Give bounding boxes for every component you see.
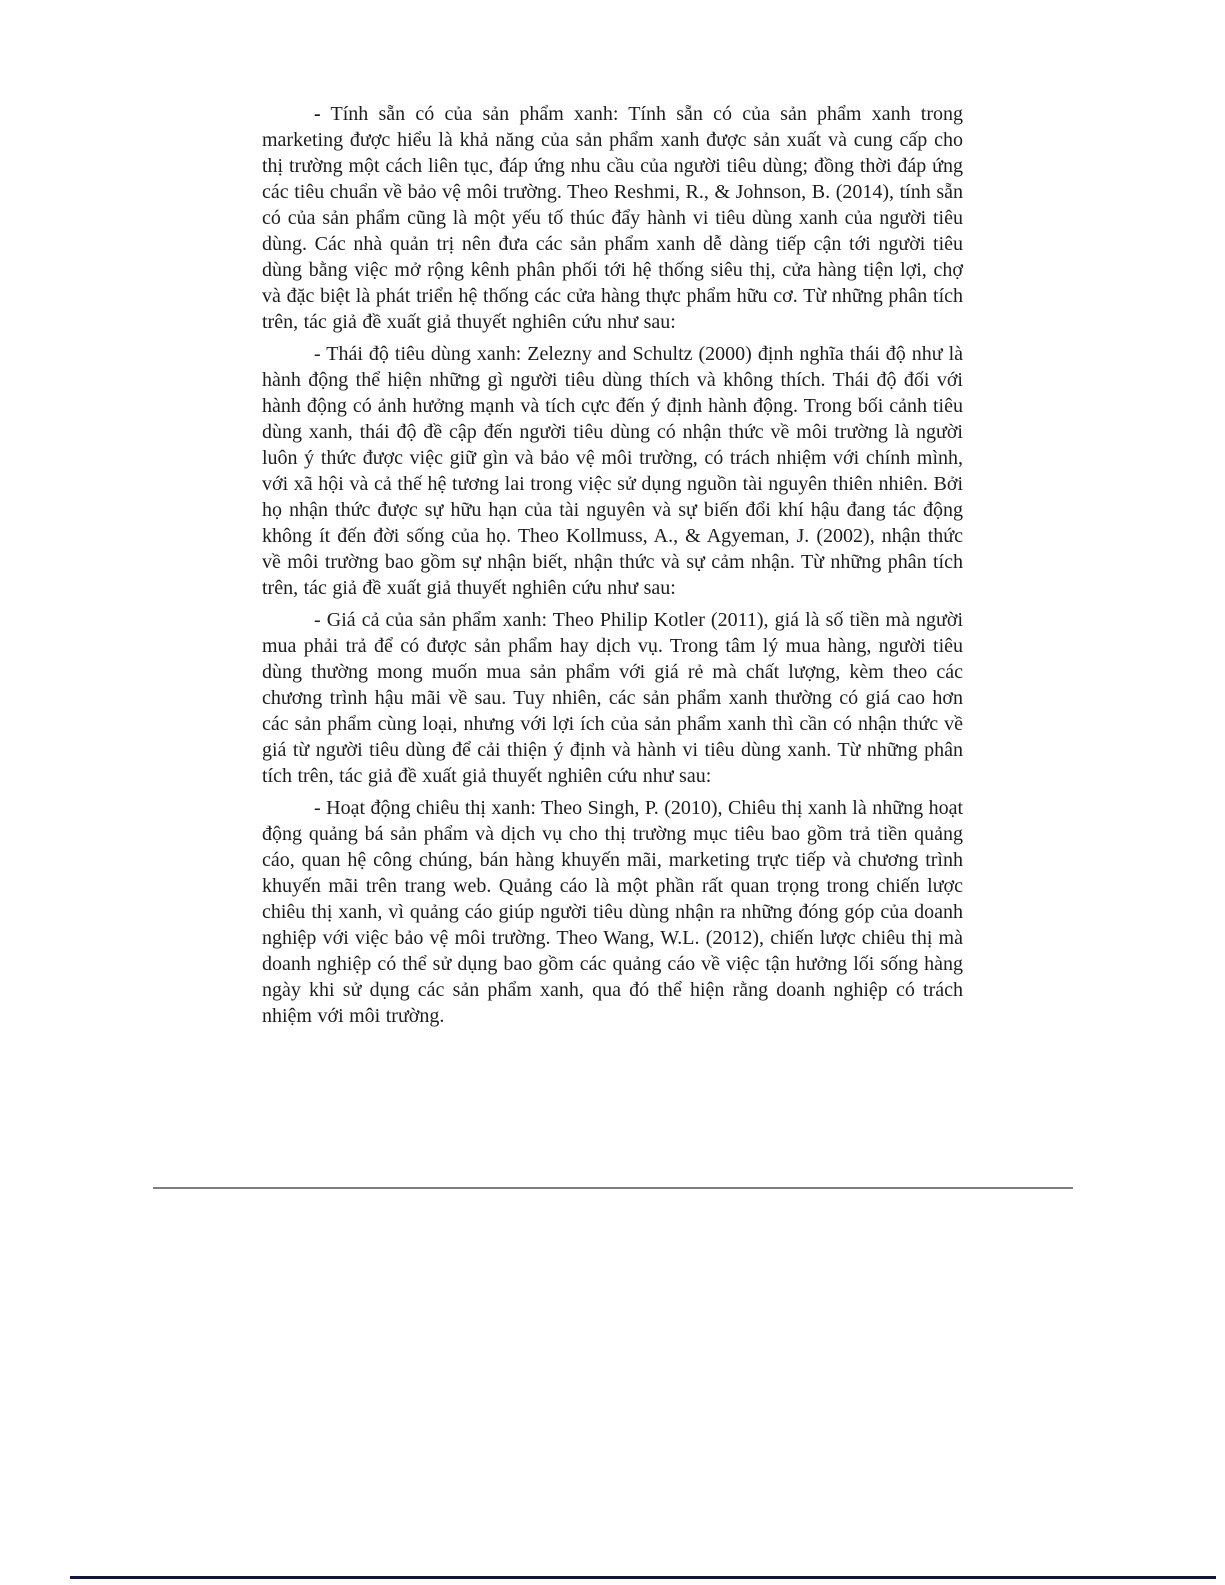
paragraph-green-product-availability xyxy=(262,101,963,335)
paragraph-green-product-price xyxy=(262,607,963,789)
list-dash-marker: - xyxy=(314,103,321,125)
paragraph-text: Hoạt động chiêu thị xanh: Theo Singh, P. (2010), Chiêu thị xanh là những hoạt động quảng bá sản phẩm và dịch vụ cho thị trường mục tiêu bao gồm trả tiền quảng cáo, quan hệ công chúng, bán hàng khuyến mãi, marketing trực tiếp và chương trình khuyến mãi trên trang web. Quảng cáo là một phần rất quan trọng trong chiến lược chiêu thị xanh, vì quảng cáo giúp người tiêu dùng nhận ra những đóng góp của doanh nghiệp với việc bảo vệ môi trường. Theo Wang, W.L. (2012), chiến lược chiêu thị mà doanh nghiệp có thể sử dụng bao gồm các quảng cáo về việc tận hưởng lối sống hàng ngày khi sử dụng các sản phẩm xanh, qua đó thể hiện rằng doanh nghiệp có trách nhiệm với môi trường. xyxy=(262,797,964,1027)
list-dash-marker: - xyxy=(314,609,321,631)
paragraph-text: Tính sẵn có của sản phẩm xanh: Tính sẵn có của sản phẩm xanh trong marketing được hiểu là khả năng của sản phẩm xanh được sản xuất và cung cấp cho thị trường một cách liên tục, đáp ứng nhu cầu của người tiêu dùng; đồng thời đáp ứng các tiêu chuẩn về bảo vệ môi trường. Theo Reshmi, R., & Johnson, B. (2014), tính sẵn có của sản phẩm cũng là một yếu tố thúc đẩy hành vi tiêu dùng xanh của người tiêu dùng. Các nhà quản trị nên đưa các sản phẩm xanh dễ dàng tiếp cận tới người tiêu dùng bằng việc mở rộng kênh phân phối tới hệ thống siêu thị, cửa hàng tiện lợi, chợ và đặc biệt là phát triển hệ thống các cửa hàng thực phẩm hữu cơ. Từ những phân tích trên, tác giả đề xuất giả thuyết nghiên cứu như sau: xyxy=(262,103,963,333)
paragraph-text: Giá cả của sản phẩm xanh: Theo Philip Kotler (2011), giá là số tiền mà người mua phải trả để có được sản phẩm hay dịch vụ. Trong tâm lý mua hàng, người tiêu dùng thường mong muốn mua sản phẩm với giá rẻ mà chất lượng, kèm theo các chương trình hậu mãi về sau. Tuy nhiên, các sản phẩm xanh thường có giá cao hơn các sản phẩm cùng loại, nhưng với lợi ích của sản phẩm xanh thì cần có nhận thức về giá từ người tiêu dùng để cải thiện ý định và hành vi tiêu dùng xanh. Từ những phân tích trên, tác giả đề xuất giả thuyết nghiên cứu như sau: xyxy=(262,609,963,787)
list-dash-marker: - xyxy=(314,343,321,365)
paragraph-green-consumption-attitude xyxy=(262,341,963,601)
body-text-block xyxy=(262,101,963,1035)
page-bottom-border xyxy=(70,1576,1216,1579)
paragraph-text: Thái độ tiêu dùng xanh: Zelezny and Schultz (2000) định nghĩa thái độ như là hành động thể hiện những gì người tiêu dùng thích và không thích. Thái độ đối với hành động có ảnh hưởng mạnh và tích cực đến ý định hành động. Trong bối cảnh tiêu dùng xanh, thái độ đề cập đến người tiêu dùng có nhận thức về môi trường là người luôn ý thức được việc giữ gìn và bảo vệ môi trường, có trách nhiệm với chính mình, với xã hội và cả thế hệ tương lai trong việc sử dụng nguồn tài nguyên thiên nhiên. Bởi họ nhận thức được sự hữu hạn của tài nguyên và sự biến đổi khí hậu đang tác động không ít đến đời sống của họ. Theo Kollmuss, A., & Agyeman, J. (2002), nhận thức về môi trường bao gồm sự nhận biết, nhận thức và sự cảm nhận. Từ những phân tích trên, tác giả đề xuất giả thuyết nghiên cứu như sau: xyxy=(262,343,963,599)
list-dash-marker: - xyxy=(314,797,321,819)
paragraph-green-promotion xyxy=(262,795,963,1029)
footnote-separator-rule xyxy=(153,1187,1073,1189)
